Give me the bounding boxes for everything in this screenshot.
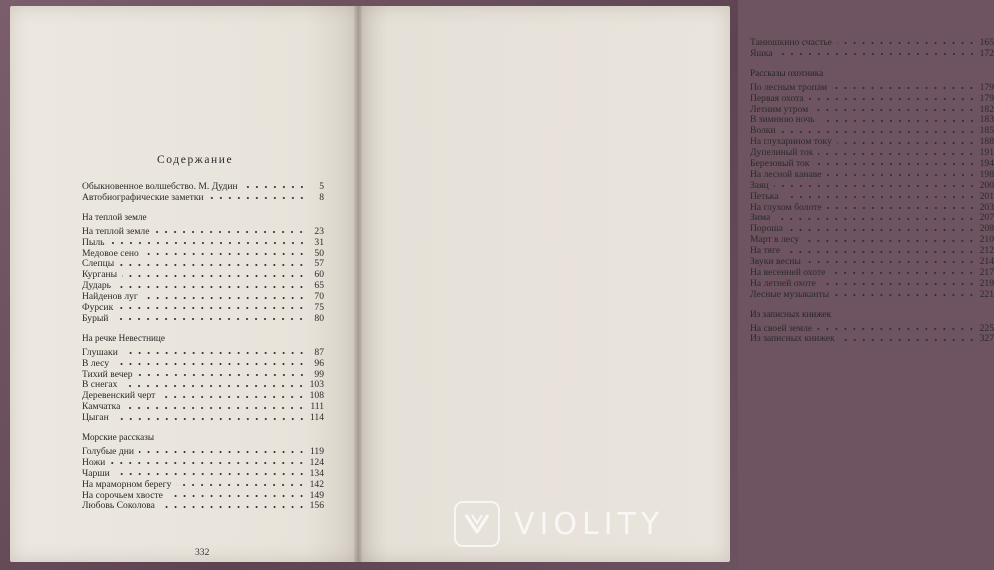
toc-entry [750,290,994,301]
page-number: 332 [195,547,210,558]
toc-entry [82,458,324,469]
left-page [10,6,358,562]
dot-leader [122,382,306,390]
toc-entry-page: 198 [979,168,994,180]
dot-leader [827,171,977,179]
toc-entry-title: Заяц [750,179,769,191]
dot-leader [837,39,976,47]
dot-leader [832,84,976,92]
violity-logo-icon [454,501,500,547]
contents-heading: Содержание [157,154,234,166]
toc-entry-title: Чарши [82,467,110,479]
toc-entry-title: На мраморном берегу [82,478,172,490]
toc-entry [82,314,324,325]
toc-entry-title: Автобиографические заметки [82,191,204,203]
toc-entry-title: По лесным тропам [750,81,828,93]
toc-entry-title: Лесные музыканты [750,288,830,300]
toc-entry-page: 194 [979,158,994,170]
dot-leader [785,248,976,256]
toc-entry-page: 119 [309,446,324,458]
toc-entry [82,348,324,359]
dot-leader [804,237,976,245]
section-title: На теплой земле [82,211,147,222]
toc-entry-title: Камчатка [82,401,121,413]
toc-entry-title: Дупелиный ток [750,147,814,159]
toc-entry-title: В зимнюю ночь [750,114,815,126]
dot-leader [113,315,306,323]
toc-entry-page: 57 [314,258,324,270]
toc-entry-page: 327 [979,333,994,345]
toc-entry-page: 201 [979,190,994,202]
toc-entry [750,181,994,192]
toc-entry-title: Петька [750,190,779,202]
toc-entry-page: 172 [979,47,994,59]
toc-entry-title: Из записных книжек [750,333,835,345]
toc-entry-page: 80 [314,312,324,324]
toc-entry [82,447,324,458]
toc-entry-page: 188 [979,136,994,148]
toc-entry [82,227,324,238]
toc-entry [82,402,324,413]
toc-entry-page: 156 [309,500,324,512]
toc-entry [82,413,324,424]
toc-entry-page: 217 [979,266,994,278]
toc-entry-page: 225 [979,322,994,334]
toc-entry-page: 99 [314,368,324,380]
toc-entry [750,170,994,181]
toc-entry-page: 210 [979,234,994,246]
toc-entry-page: 96 [314,357,324,369]
toc-entry [750,115,994,126]
toc-entry-title: Звуки весны [750,256,801,268]
dot-leader [821,280,976,288]
dot-leader [118,304,306,312]
dot-leader [138,371,306,379]
toc-entry [82,259,324,270]
dot-leader [116,283,306,291]
dot-leader [778,50,976,58]
toc-entry-title: Пороша [750,223,783,235]
toc-entry-title: Курганы [82,269,118,281]
toc-entry-title: На глухом болоте [750,201,822,213]
left-toc [82,182,324,512]
toc-entry [82,238,324,249]
dot-leader [830,269,976,277]
book-spine [354,6,362,562]
toc-entry [82,480,324,491]
dot-leader [788,226,976,234]
toc-entry-title: Бурый [82,312,109,324]
toc-entry-title: Летним утром [750,103,809,115]
toc-entry-title: Пыль [82,236,105,248]
toc-entry-page: 179 [979,81,994,93]
dot-leader [834,291,976,299]
toc-entry-title: На теплой земле [82,225,150,237]
toc-entry-page: 185 [979,125,994,137]
toc-entry-page: 60 [314,269,324,281]
toc-entry-title: Танюшкино счастье [750,37,832,48]
toc-entry-title: На летней охоте [750,277,816,289]
dot-leader [815,160,976,168]
toc-entry-page: 219 [979,277,994,289]
toc-entry-title: Слепцы [82,258,115,270]
dot-leader [817,325,976,333]
toc-entry-page: 124 [309,456,324,468]
toc-entry-page: 208 [979,223,994,235]
dot-leader [176,481,306,489]
dot-leader [139,448,306,456]
toc-entry-page: 50 [314,247,324,259]
dot-leader [243,183,306,191]
toc-entry-page: 212 [979,245,994,257]
toc-entry [750,203,994,214]
toc-entry-title: Волки [750,125,776,137]
toc-entry [82,359,324,370]
toc-entry-page: 221 [979,288,994,300]
toc-entry-title: Медовое сено [82,247,139,259]
toc-entry-page: 203 [979,201,994,213]
toc-entry-page: 200 [979,179,994,191]
dot-leader [837,139,976,147]
toc-entry-title: Деревенский черт [82,390,156,402]
toc-entry-page: 70 [314,291,324,303]
section-title: Морские рассказы [82,432,154,443]
toc-entry [750,49,994,60]
toc-entry-title: Цыган [82,412,109,424]
toc-entry-title: Березовый ток [750,158,810,170]
dot-leader [110,459,306,467]
toc-entry-page: 165 [979,37,994,48]
toc-entry-title: Голубые дни [82,446,134,458]
toc-entry-page: 179 [979,92,994,104]
section-title: Из записных книжек [750,308,832,319]
dot-leader [160,393,306,401]
dot-leader [209,194,306,202]
toc-entry [750,213,994,224]
toc-entry-page: 87 [314,346,324,358]
dot-leader [827,204,976,212]
toc-entry [750,94,994,105]
toc-entry-page: 23 [314,225,324,237]
toc-entry-page: 8 [319,191,324,203]
toc-entry [750,192,994,203]
dot-leader [114,415,306,423]
dot-leader [820,117,976,125]
toc-entry-page: 182 [979,103,994,115]
dot-leader [775,215,976,223]
toc-entry-page: 111 [310,401,324,413]
right-toc [750,38,994,345]
toc-entry-page: 5 [319,181,324,192]
toc-entry [82,270,324,281]
toc-entry [750,334,994,345]
toc-entry-title: Фурсик [82,302,114,314]
toc-entry-page: 183 [979,114,994,126]
toc-entry [82,303,324,314]
toc-entry-page: 31 [314,236,324,248]
toc-entry-title: Первая охота [750,92,804,104]
toc-entry-title: Дударь [82,280,112,292]
watermark-text: VIOLITY [514,506,665,542]
toc-entry-page: 207 [979,212,994,224]
dot-leader [818,150,976,158]
dot-leader [123,349,306,357]
toc-entry-title: Глушаки [82,346,118,358]
toc-entry-page: 65 [314,280,324,292]
toc-entry-title: На глухарином току [750,136,832,148]
toc-entry-title: На тяге [750,245,781,257]
dot-leader [154,228,306,236]
toc-entry-title: Зима [750,212,771,224]
dot-leader [781,128,976,136]
toc-entry-page: 142 [309,478,324,490]
toc-entry [750,38,994,49]
dot-leader [784,193,976,201]
toc-entry-title: Яшка [750,47,773,59]
toc-entry-title: На лесной канаве [750,168,822,180]
toc-entry-page: 134 [309,467,324,479]
toc-entry-title: Тихий вечер [82,368,133,380]
toc-entry [82,292,324,303]
toc-entry-title: Ножи [82,456,106,468]
dot-leader [144,250,306,258]
toc-entry-title: Любовь Соколова [82,500,155,512]
section-title: Рассказы охотника [750,67,824,78]
dot-leader [840,336,976,344]
right-page [358,6,994,562]
dot-leader [143,294,306,302]
toc-entry [750,235,994,246]
dot-leader [119,261,306,269]
toc-entry-page: 108 [309,390,324,402]
toc-entry-page: 114 [309,412,324,424]
toc-entry-title: В лесу [82,357,110,369]
dot-leader [122,272,306,280]
toc-entry-title: В снегах [82,379,118,391]
dot-leader [114,360,306,368]
toc-entry [82,249,324,260]
section-title: На речке Невестнице [82,332,165,343]
toc-entry-page: 149 [309,489,324,501]
toc-entry-title: На своей земле [750,322,813,334]
toc-entry-page: 103 [309,379,324,391]
toc-entry-title: Найденов луг [82,291,138,303]
toc-entry-title: Обыкновенное волшебство. М. Дудин [82,181,238,192]
dot-leader [110,239,306,247]
dot-leader [806,258,976,266]
toc-entry-title: На сорочьем хвосте [82,489,163,501]
watermark [454,498,724,550]
toc-entry-title: На весенней охоте [750,266,826,278]
dot-leader [774,182,976,190]
dot-leader [160,503,306,511]
dot-leader [809,95,976,103]
dot-leader [115,470,306,478]
toc-entry [82,193,324,204]
toc-entry [82,501,324,512]
dot-leader [813,106,976,114]
toc-entry-page: 75 [314,302,324,314]
toc-entry-page: 191 [979,147,994,159]
toc-entry-page: 214 [979,256,994,268]
toc-entry [82,370,324,381]
toc-entry-title: Март в лесу [750,234,800,246]
dot-leader [125,404,306,412]
dot-leader [168,492,306,500]
